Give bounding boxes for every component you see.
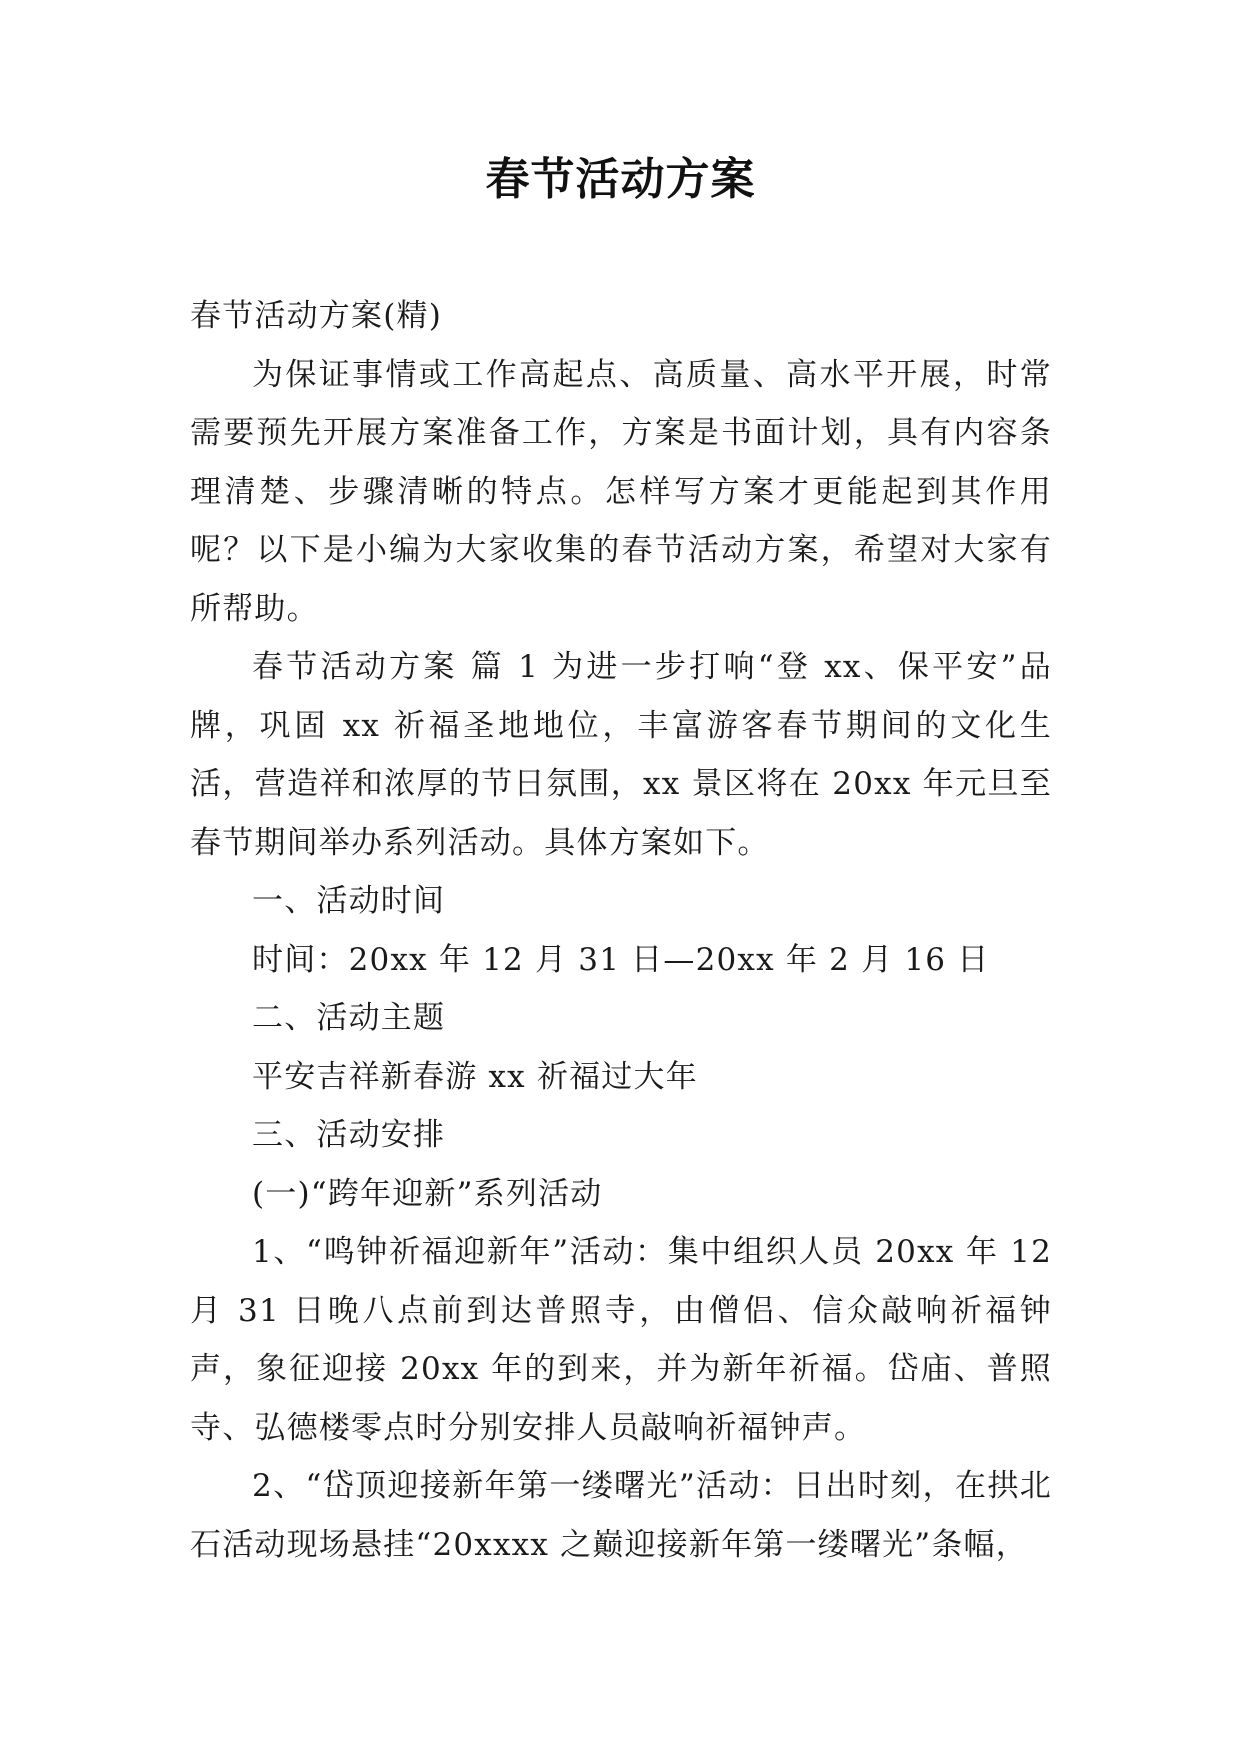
heading-activity-arrangement: 三、活动安排 <box>252 1117 446 1153</box>
paragraph-theme: 平安吉祥新春游 xx 祈福过大年 <box>252 1058 698 1095</box>
paragraph-section-1: 春节活动方案 篇 1 为进一步打响“登 xx、保平安”品牌，巩固 xx 祈福圣地地位，丰富游客春节期间的文化生活，营造祥和浓厚的节日氛围，xx 景区将在 20xx 年元旦至春节期间举办系列活动。具体方案如下。 <box>190 649 1052 861</box>
heading-new-year-series: (一)“跨年迎新”系列活动 <box>252 1175 603 1212</box>
paragraph-bell-ringing: 1、“鸣钟祈福迎新年”活动：集中组织人员 20xx 年 12 月 31 日晚八点前到达普照寺，由僧侣、信众敲响祈福钟声，象征迎接 20xx 年的到来，并为新年祈福。岱庙、普照寺、弘德楼零点时分别安排人员敲响祈福钟声。 <box>190 1234 1052 1446</box>
document-body <box>190 287 1052 1574</box>
heading-activity-time: 一、活动时间 <box>252 883 446 919</box>
document-title: 春节活动方案 <box>485 154 756 205</box>
paragraph-subtitle: 春节活动方案(精) <box>190 298 442 334</box>
heading-activity-theme: 二、活动主题 <box>252 1000 446 1036</box>
paragraph-sunrise: 2、“岱顶迎接新年第一缕曙光”活动：日出时刻，在拱北石活动现场悬挂“20xxxx 之巅迎接新年第一缕曙光”条幅， <box>190 1468 1052 1563</box>
paragraph-intro: 为保证事情或工作高起点、高质量、高水平开展，时常需要预先开展方案准备工作，方案是书面计划，具有内容条理清楚、步骤清晰的特点。怎样写方案才更能起到其作用呢？以下是小编为大家收集的春节活动方案，希望对大家有所帮助。 <box>190 356 1052 627</box>
paragraph-time: 时间：20xx 年 12 月 31 日—20xx 年 2 月 16 日 <box>252 941 990 978</box>
